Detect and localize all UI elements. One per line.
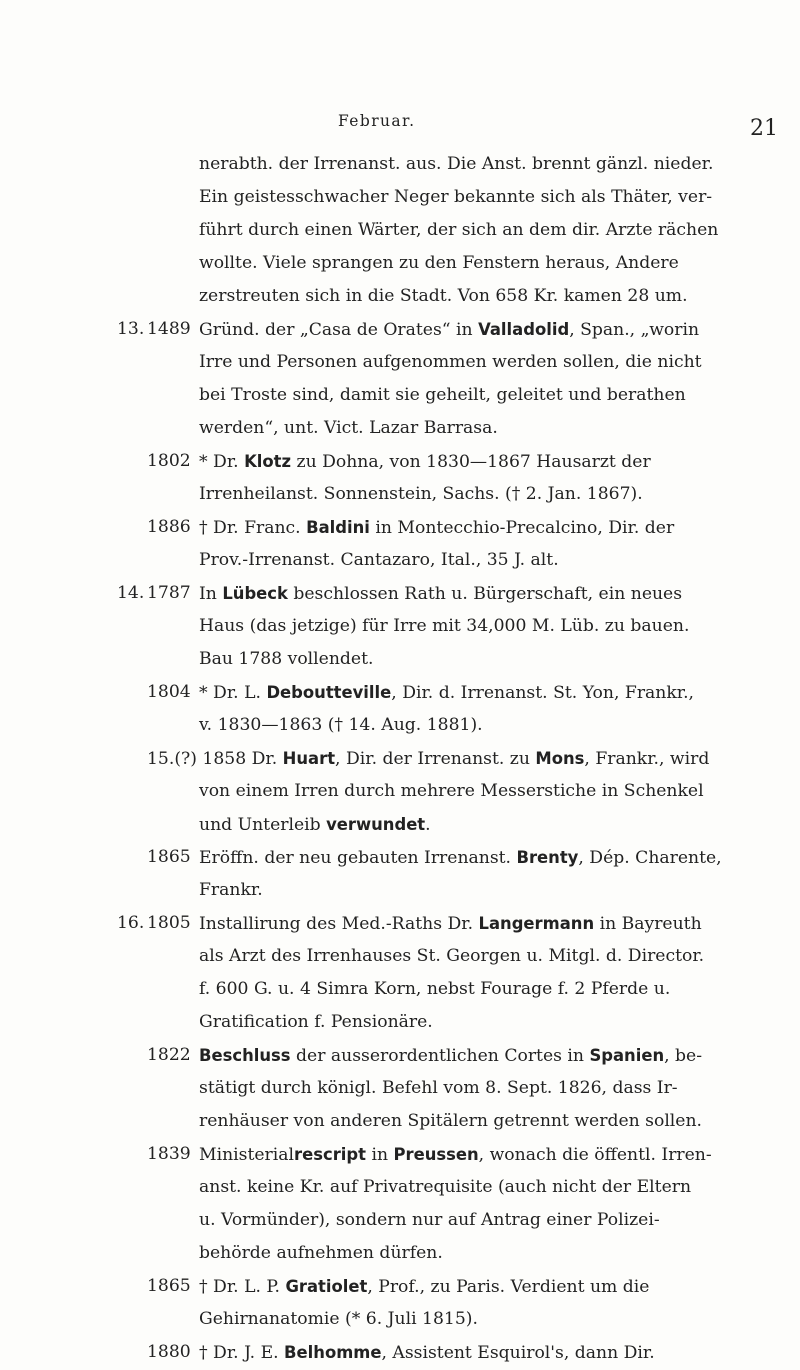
text-line (0, 412, 800, 445)
text-line (0, 643, 800, 676)
text-line (0, 1105, 800, 1138)
text-run: * Dr. L. (199, 683, 267, 703)
line-text (199, 1336, 655, 1370)
line-text: Frankr. (199, 880, 263, 900)
line-text: behörde aufnehmen dürfen. (199, 1243, 443, 1263)
emphasized-name: Valladolid (478, 320, 570, 339)
line-text: werden“, unt. Vict. Lazar Barrasa. (199, 418, 498, 438)
text-line (0, 313, 800, 346)
line-text (147, 742, 709, 776)
emphasized-name: Gratiolet (285, 1277, 368, 1296)
line-text: Irre und Personen aufgenommen werden sollen, die nicht (199, 352, 702, 372)
text-run: † Dr. J. E. (199, 1343, 285, 1363)
line-text (199, 1270, 649, 1304)
emphasized-name: Lübeck (222, 584, 288, 603)
text-run: in (365, 1145, 394, 1165)
page-number: 21 (750, 116, 778, 141)
line-text: Gratification f. Pensionäre. (199, 1012, 433, 1032)
line-text: führt durch einen Wärter, der sich an dem dir. Arzte rächen (199, 220, 719, 240)
line-text (199, 676, 694, 710)
line-text: Ein geistesschwacher Neger bekannte sich als Thäter, ver- (199, 187, 713, 207)
text-run: der ausserordentlichen Cortes in (290, 1046, 590, 1066)
emphasized-name: Mons (535, 749, 585, 768)
text-run: in Bayreuth (594, 914, 702, 934)
line-text: Prov.-Irrenanst. Cantazaro, Ital., 35 J. alt. (199, 550, 559, 570)
line-text: nerabth. der Irrenanst. aus. Die Anst. brennt gänzl. nieder. (199, 154, 714, 174)
line-text: stätigt durch königl. Befehl vom 8. Sept. 1826, dass Ir- (199, 1078, 678, 1098)
emphasized-name: Beschluss (199, 1046, 291, 1065)
line-text (199, 577, 682, 611)
text-line (0, 676, 800, 709)
text-line (0, 808, 800, 841)
text-run: Ministerial (199, 1145, 295, 1165)
text-run: . (425, 815, 431, 835)
line-text (199, 511, 674, 545)
line-text: zerstreuten sich in die Stadt. Von 658 Kr. kamen 28 um. (199, 286, 688, 306)
entry-year: 1865 (147, 1276, 191, 1296)
text-run: in Montecchio-Precalcino, Dir. der (369, 518, 675, 538)
line-text: v. 1830—1863 († 14. Aug. 1881). (199, 715, 483, 735)
entry-year: 1839 (147, 1144, 191, 1164)
line-text (199, 1039, 702, 1073)
text-line (0, 775, 800, 808)
text-line (0, 577, 800, 610)
emphasized-name: Baldini (306, 518, 370, 537)
text-run: , Frankr., wird (584, 749, 710, 769)
text-run: , wonach die öffentl. Irren- (478, 1145, 712, 1165)
emphasized-name: Klotz (244, 452, 292, 471)
line-text: bei Troste sind, damit sie geheilt, geleitet und berathen (199, 385, 686, 405)
text-run: * Dr. (199, 452, 245, 472)
line-text: als Arzt des Irrenhauses St. Georgen u. Mitgl. d. Director. (199, 946, 705, 966)
emphasized-name: rescript (294, 1145, 366, 1164)
line-text: wollte. Viele sprangen zu den Fenstern heraus, Andere (199, 253, 679, 273)
line-text: anst. keine Kr. auf Privatrequisite (auch nicht der Eltern (199, 1177, 692, 1197)
text-run: , be- (664, 1046, 703, 1066)
text-line (0, 1171, 800, 1204)
text-run: Installirung des Med.-Raths Dr. (199, 914, 479, 934)
text-line (0, 841, 800, 874)
text-run: und Unterleib (199, 815, 327, 835)
entry-year: 1886 (147, 517, 191, 537)
text-line (0, 1138, 800, 1171)
line-text: renhäuser von anderen Spitälern getrennt werden sollen. (199, 1111, 703, 1131)
text-run: , Span., „worin (569, 320, 700, 340)
emphasized-name: Brenty (516, 848, 579, 867)
emphasized-name: Spanien (589, 1046, 665, 1065)
text-line (0, 379, 800, 412)
text-line (0, 445, 800, 478)
text-line (0, 1270, 800, 1303)
text-line (0, 181, 800, 214)
line-text: f. 600 G. u. 4 Simra Korn, nebst Fourage f. 2 Pferde u. (199, 979, 671, 999)
entry-year: 1787 (147, 583, 191, 603)
line-text: u. Vormünder), sondern nur auf Antrag einer Polizei- (199, 1210, 660, 1230)
text-line (0, 280, 800, 313)
text-line (0, 709, 800, 742)
text-run: † Dr. Franc. (199, 518, 307, 538)
text-line (0, 1303, 800, 1336)
text-line (0, 1039, 800, 1072)
text-run: , Prof., zu Paris. Verdient um die (367, 1277, 650, 1297)
text-line (0, 478, 800, 511)
line-text (199, 445, 651, 479)
line-text: Haus (das jetzige) für Irre mit 34,000 M. Lüb. zu bauen. (199, 616, 690, 636)
line-text: von einem Irren durch mehrere Messerstiche in Schenkel (199, 781, 704, 801)
text-line (0, 907, 800, 940)
line-text: Bau 1788 vollendet. (199, 649, 374, 669)
entry-day: 14. (117, 583, 145, 603)
entry-year: 1489 (147, 319, 191, 339)
emphasized-name: verwundet (326, 815, 426, 834)
text-run: , Dir. der Irrenanst. zu (335, 749, 536, 769)
text-line (0, 973, 800, 1006)
text-run: , Dép. Charente, (578, 848, 722, 868)
entry-year: 1805 (147, 913, 191, 933)
emphasized-name: Deboutteville (266, 683, 392, 702)
text-line (0, 346, 800, 379)
line-text (199, 1138, 712, 1172)
entry-year: 1880 (147, 1342, 191, 1362)
text-line (0, 1006, 800, 1039)
text-run: In (199, 584, 223, 604)
text-run: † Dr. L. P. (199, 1277, 286, 1297)
text-line (0, 742, 800, 775)
text-line (0, 544, 800, 577)
text-run: Gründ. der „Casa de Orates“ in (199, 320, 479, 340)
text-run: , Dir. d. Irrenanst. St. Yon, Frankr., (391, 683, 695, 703)
text-line (0, 247, 800, 280)
emphasized-name: Preussen (393, 1145, 479, 1164)
line-text (199, 907, 702, 941)
text-line (0, 1072, 800, 1105)
emphasized-name: Huart (282, 749, 336, 768)
text-line (0, 940, 800, 973)
text-line (0, 1336, 800, 1369)
line-text (199, 841, 722, 875)
text-line (0, 1204, 800, 1237)
entry-day: 13. (117, 319, 145, 339)
page-body (0, 148, 800, 1369)
text-line (0, 511, 800, 544)
entry-year: 1802 (147, 451, 191, 471)
text-line (0, 148, 800, 181)
text-line (0, 610, 800, 643)
text-run: , Assistent Esquirol's, dann Dir. (381, 1343, 655, 1363)
line-text: Irrenheilanst. Sonnenstein, Sachs. († 2. Jan. 1867). (199, 484, 643, 504)
line-text (199, 313, 699, 347)
entry-year: 1865 (147, 847, 191, 867)
emphasized-name: Langermann (478, 914, 595, 933)
running-title: Februar. (338, 112, 416, 130)
page-header (0, 112, 800, 146)
text-run: zu Dohna, von 1830—1867 Hausarzt der (291, 452, 651, 472)
entry-lead: 15.(?) 1858 Dr. (147, 749, 283, 769)
text-line (0, 874, 800, 907)
emphasized-name: Belhomme (284, 1343, 382, 1362)
line-text (199, 808, 431, 842)
entry-year: 1822 (147, 1045, 191, 1065)
line-text: Gehirnanatomie (* 6. Juli 1815). (199, 1309, 478, 1329)
text-run: beschlossen Rath u. Bürgerschaft, ein neues (287, 584, 683, 604)
text-line (0, 1237, 800, 1270)
entry-day: 16. (117, 913, 145, 933)
text-line (0, 214, 800, 247)
text-run: Eröffn. der neu gebauten Irrenanst. (199, 848, 517, 868)
entry-year: 1804 (147, 682, 191, 702)
